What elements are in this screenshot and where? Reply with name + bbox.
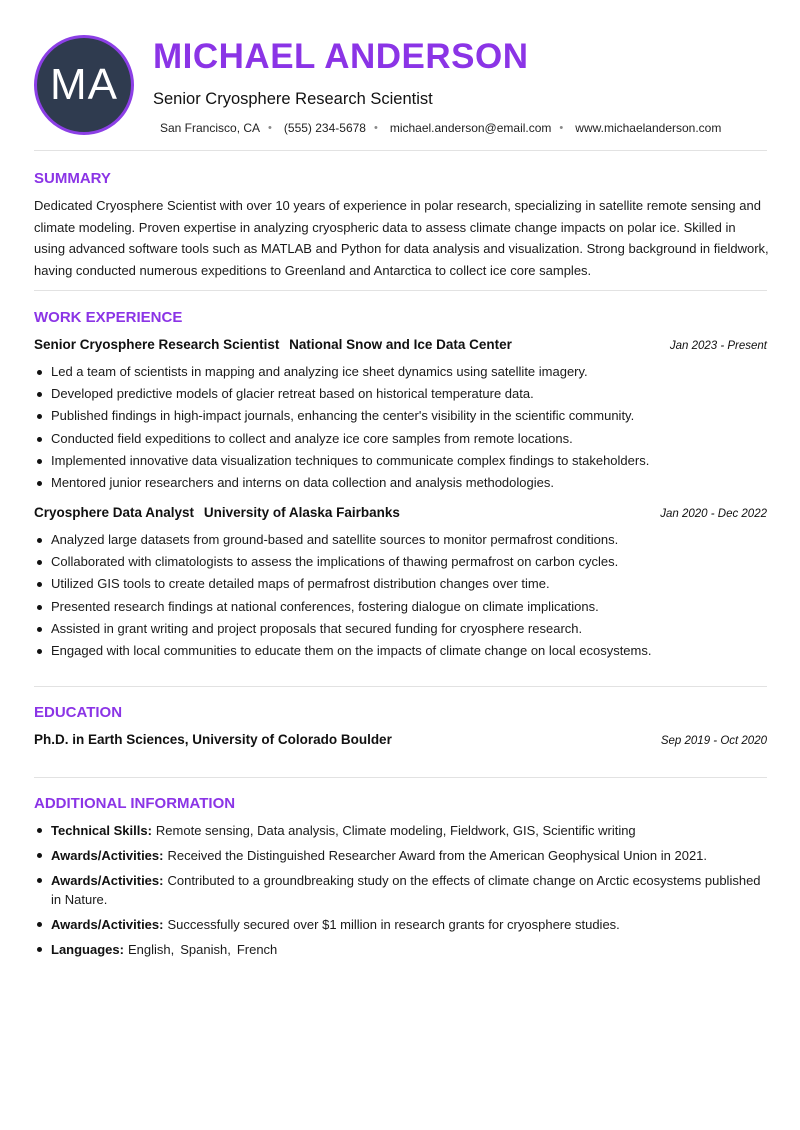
job-dates: Jan 2020 - Dec 2022 — [660, 508, 767, 520]
job-role: Cryosphere Data Analyst — [34, 505, 195, 520]
job-org: University of Alaska Fairbanks — [203, 505, 400, 520]
list-item — [34, 871, 767, 909]
education-row — [34, 732, 767, 752]
list-item — [34, 915, 767, 934]
experience-heading: WORK EXPERIENCE — [34, 309, 183, 326]
contact-email[interactable]: michael.anderson@email.com — [389, 121, 552, 135]
divider — [34, 686, 767, 687]
separator-dot-icon: • — [559, 122, 564, 134]
candidate-name: MICHAEL ANDERSON — [153, 37, 529, 76]
job-title-org — [34, 505, 400, 520]
education-dates: Sep 2019 - Oct 2020 — [660, 735, 767, 747]
divider — [34, 777, 767, 778]
contact-phone[interactable]: (555) 234-5678 — [283, 121, 366, 135]
job-role: Senior Cryosphere Research Scientist — [34, 337, 280, 352]
list-item: Presented research findings at national conferences, fostering dialogue on climate implications. — [34, 596, 767, 618]
list-item: Conducted field expeditions to collect and analyze ice core samples from remote locations. — [34, 428, 767, 450]
skills-text: Remote sensing, Data analysis, Climate modeling, Fieldwork, GIS, Scientific writing — [155, 823, 636, 838]
avatar — [34, 35, 134, 135]
list-item: Implemented innovative data visualization techniques to communicate complex findings to stakeholders. — [34, 450, 767, 472]
language-item: English, — [127, 942, 175, 957]
award-label: Awards/Activities: — [51, 917, 164, 932]
candidate-title: Senior Cryosphere Research Scientist — [153, 90, 433, 108]
list-item: Utilized GIS tools to create detailed maps of permafrost distribution changes over time. — [34, 573, 767, 595]
separator-dot-icon: • — [373, 122, 378, 134]
avatar-initials: MA — [50, 60, 118, 109]
list-item: Analyzed large datasets from ground-based and satellite sources to monitor permafrost conditions. — [34, 529, 767, 551]
job-org: National Snow and Ice Data Center — [289, 337, 512, 352]
contact-location: San Francisco, CA — [160, 121, 261, 135]
education-degree: Ph.D. in Earth Sciences, University of Colorado Boulder — [34, 732, 392, 747]
job-header — [34, 337, 767, 357]
languages-label: Languages: — [51, 942, 124, 957]
language-item: French — [236, 942, 278, 957]
list-item: Engaged with local communities to educate them on the impacts of climate change on local ecosystems. — [34, 640, 767, 662]
summary-text: Dedicated Cryosphere Scientist with over 10 years of experience in polar research, specializing in satellite remote sensing and climate modeling. Proven expertise in analyzing cryospheric data to assess climate change impacts on polar ice. Skilled in using advanced software tools such as MATLAB and Python for data analysis and visualization. Strong background in fieldwork, having conducted numerous expeditions to Greenland and Antarctica to collect ice core samples. — [34, 198, 769, 278]
job-dates: Jan 2023 - Present — [669, 340, 767, 352]
summary-heading: SUMMARY — [34, 170, 111, 187]
list-item: Mentored junior researchers and interns on data collection and analysis methodologies. — [34, 472, 767, 494]
list-item — [34, 940, 767, 959]
list-item — [34, 821, 767, 840]
list-item: Assisted in grant writing and project proposals that secured funding for cryosphere research. — [34, 618, 767, 640]
award-label: Awards/Activities: — [51, 848, 164, 863]
award-text: Contributed to a groundbreaking study on the effects of climate change on Arctic ecosystems published in Nature. — [51, 873, 761, 907]
list-item: Collaborated with climatologists to assess the implications of thawing permafrost on carbon cycles. — [34, 551, 767, 573]
contact-row — [160, 121, 721, 135]
separator-dot-icon: • — [268, 122, 272, 134]
education-heading: EDUCATION — [34, 704, 123, 721]
job-header — [34, 505, 767, 525]
list-item: Published findings in high-impact journals, enhancing the center's visibility in the scientific community. — [34, 405, 767, 427]
list-item: Led a team of scientists in mapping and analyzing ice sheet dynamics using satellite imagery. — [34, 361, 767, 383]
skills-label: Technical Skills: — [51, 823, 152, 838]
job-title-org — [34, 337, 512, 352]
job-bullets — [34, 361, 767, 494]
divider — [34, 290, 767, 291]
award-text: Received the Distinguished Researcher Award from the American Geophysical Union in 2021. — [167, 848, 708, 863]
additional-list — [34, 821, 767, 965]
contact-website[interactable]: www.michaelanderson.com — [575, 121, 722, 135]
additional-heading: ADDITIONAL INFORMATION — [34, 795, 236, 812]
list-item: Developed predictive models of glacier retreat based on historical temperature data. — [34, 383, 767, 405]
award-label: Awards/Activities: — [51, 873, 164, 888]
divider — [34, 150, 767, 151]
job-bullets — [34, 529, 767, 662]
list-item — [34, 846, 767, 865]
award-text: Successfully secured over $1 million in research grants for cryosphere studies. — [167, 917, 620, 932]
language-item: Spanish, — [180, 942, 231, 957]
